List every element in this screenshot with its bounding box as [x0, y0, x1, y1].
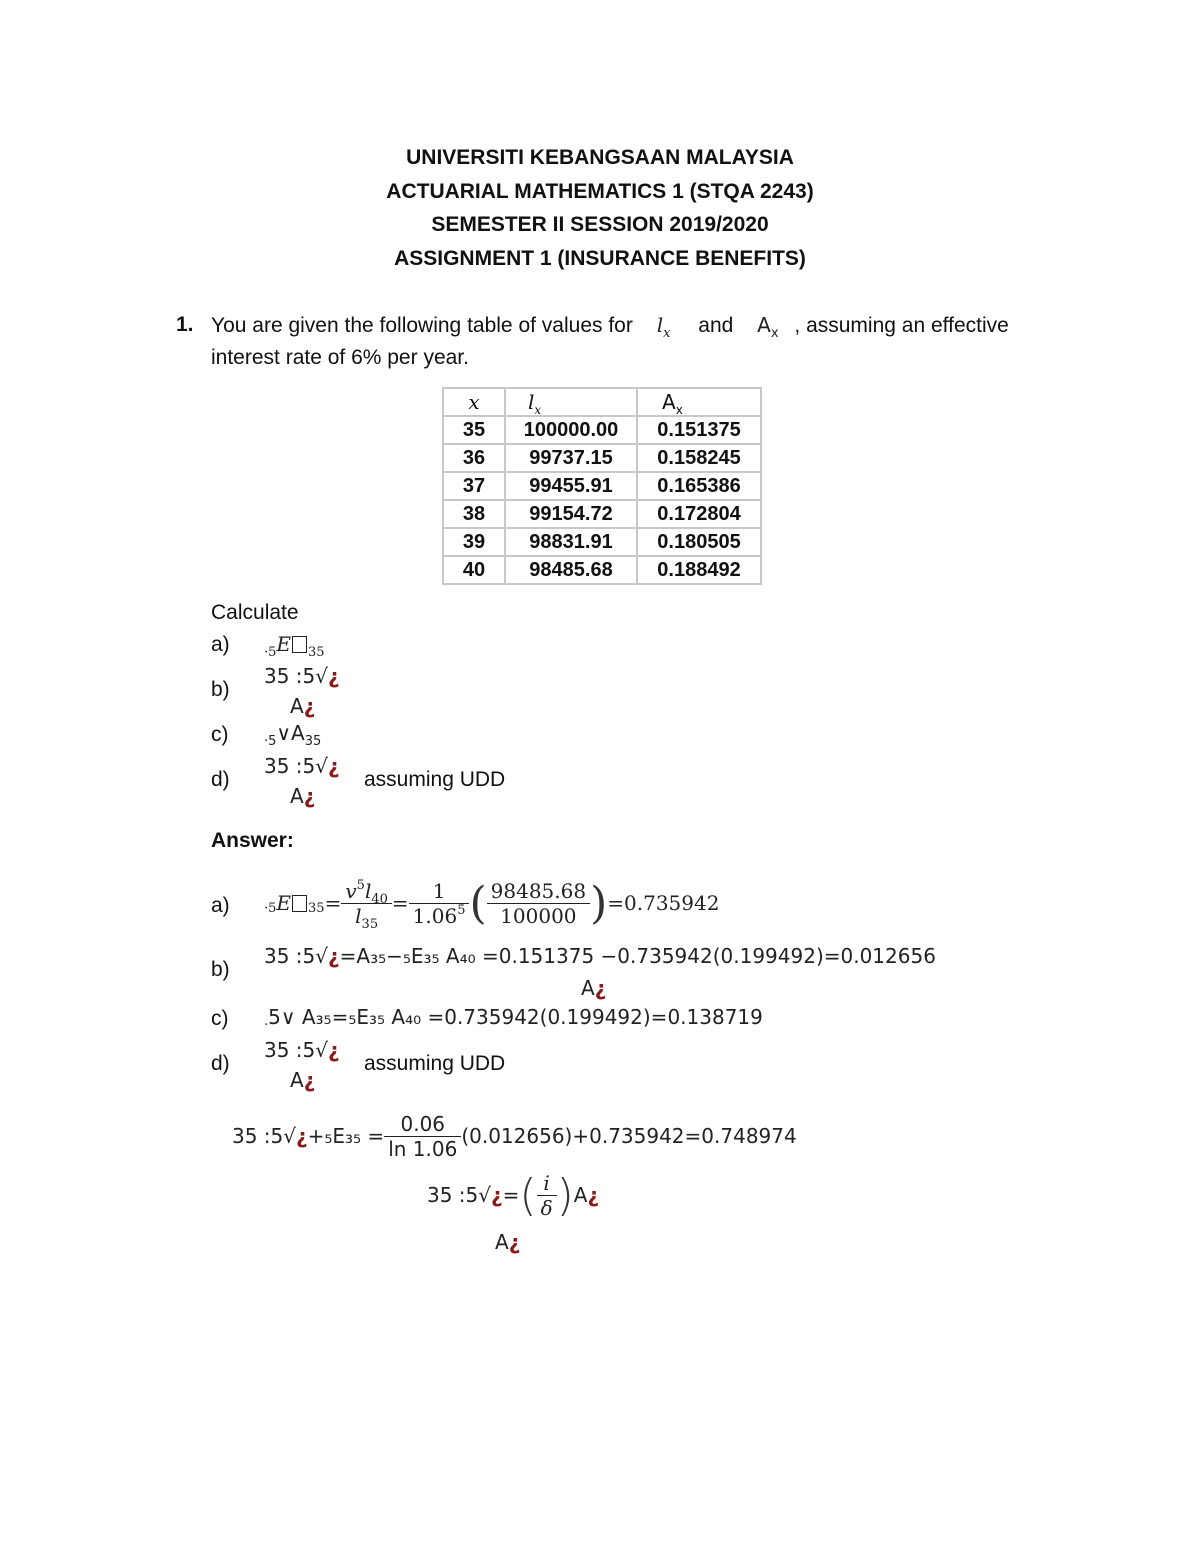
table-row — [443, 500, 761, 528]
answer-c-label: c) — [211, 1007, 229, 1030]
calc-a-expression: $_{\cdot 5}$E $_{35}$ — [264, 632, 325, 660]
table-header-Ax: $A_x$ — [637, 388, 761, 416]
answer-d-note: assuming UDD — [364, 1052, 506, 1075]
calc-d-label: d) — [211, 768, 230, 791]
question-text-line1 — [211, 313, 1009, 341]
table-cell: 100000.00 — [505, 416, 637, 444]
answer-a-label: a) — [211, 894, 230, 917]
answer-b-equation: 35 :5√¿=A₃₅−₅E₃₅ A₄₀ =0.151375 −0.735942(0.199492)=0.012656 — [264, 944, 936, 968]
answer-a-result: =0.735942 — [607, 891, 720, 915]
table-cell: 37 — [443, 472, 505, 500]
answer-d-expression-bottom: A¿ — [290, 1068, 316, 1092]
life-table — [442, 387, 762, 585]
question-number: 1. — [176, 313, 194, 336]
question-text-and: and — [698, 314, 734, 337]
title-assignment: ASSIGNMENT 1 (INSURANCE BENEFITS) — [394, 247, 806, 270]
table-cell: 40 — [443, 556, 505, 584]
answer-label: Answer: — [211, 829, 294, 852]
table-cell: 0.188492 — [637, 556, 761, 584]
table-row — [443, 444, 761, 472]
answer-a-fraction-2: $\frac{1}{1.06^5}$ — [409, 879, 470, 928]
table-row — [443, 472, 761, 500]
answer-d-equation-1: 35 :5√¿+₅E₃₅ = $\frac{0.06}{\ln 1.06}$ (0.012656)+0.735942=0.748974 — [232, 1111, 797, 1161]
answer-d-fraction-1: $\frac{0.06}{\ln 1.06}$ — [384, 1112, 461, 1161]
title-course: ACTUARIAL MATHEMATICS 1 (STQA 2243) — [386, 180, 814, 203]
table-row — [443, 416, 761, 444]
table-cell: 99737.15 — [505, 444, 637, 472]
answer-a-fraction-3: $\frac{98485.68}{100000}$ — [487, 879, 590, 928]
table-row — [443, 556, 761, 584]
table-header-x: x — [443, 388, 505, 416]
calc-b-expression-bottom: A¿ — [290, 694, 316, 718]
answer-c-equation: $_\cdot$5∨ A₃₅=₅E₃₅ A₄₀ =0.735942(0.199492)=0.138719 — [264, 1005, 763, 1033]
calc-d-note: assuming UDD — [364, 768, 506, 791]
answer-a-fraction-1: $\frac{v^5l_{40}}{l_{35}}$ — [341, 879, 392, 928]
answer-d-equation-2: 35 :5√¿= ( $\frac{i}{\delta}$ ) A¿ — [427, 1169, 600, 1221]
calc-d-expression-bottom: A¿ — [290, 784, 316, 808]
table-cell: 0.151375 — [637, 416, 761, 444]
calc-d-expression-top: 35 :5√¿ — [264, 754, 340, 778]
question-text-part1: You are given the following table of values for — [211, 314, 633, 337]
title-session: SEMESTER II SESSION 2019/2020 — [431, 213, 769, 236]
table-row — [443, 528, 761, 556]
question-text-line2: interest rate of 6% per year. — [211, 346, 469, 369]
answer-d-expression-top: 35 :5√¿ — [264, 1038, 340, 1062]
table-cell: 39 — [443, 528, 505, 556]
table-cell: 35 — [443, 416, 505, 444]
answer-d-fraction-2: $\frac{i}{\delta}$ — [537, 1171, 557, 1220]
calc-c-label: c) — [211, 723, 229, 746]
table-cell: 0.165386 — [637, 472, 761, 500]
answer-d-equation-2-bottom: A¿ — [495, 1230, 521, 1254]
calc-a-label: a) — [211, 633, 230, 656]
table-cell: 0.172804 — [637, 500, 761, 528]
table-cell: 98485.68 — [505, 556, 637, 584]
question-text-part2: , assuming an effective — [794, 314, 1009, 337]
answer-b-label: b) — [211, 958, 230, 981]
answer-a-equation: · 5 E 35 = $\frac{v^5l_{40}}{l_{35}}$ = $\frac{1}{1.06^5}$ ( $\frac{98485.68}{100000}$ ) =0.735942 — [264, 877, 720, 932]
table-cell: 98831.91 — [505, 528, 637, 556]
answer-b-bottom: A¿ — [581, 976, 607, 1000]
calc-b-expression-top: 35 :5√¿ — [264, 664, 340, 688]
table-cell: 36 — [443, 444, 505, 472]
title-university: UNIVERSITI KEBANGSAAN MALAYSIA — [406, 146, 794, 169]
table-cell: 99154.72 — [505, 500, 637, 528]
calc-b-label: b) — [211, 678, 230, 701]
calculate-label: Calculate — [211, 601, 299, 624]
table-cell: 38 — [443, 500, 505, 528]
table-cell: 0.158245 — [637, 444, 761, 472]
calc-c-expression: $_{\cdot 5}\vee A_{35}$ — [264, 721, 322, 749]
table-header-row — [443, 388, 761, 416]
table-cell: 99455.91 — [505, 472, 637, 500]
table-cell: 0.180505 — [637, 528, 761, 556]
symbol-Ax: $A_x$ — [757, 313, 779, 341]
symbol-lx: $l_x$ — [656, 313, 671, 341]
table-header-lx: $l_x$ — [505, 388, 637, 416]
answer-d-label: d) — [211, 1052, 230, 1075]
